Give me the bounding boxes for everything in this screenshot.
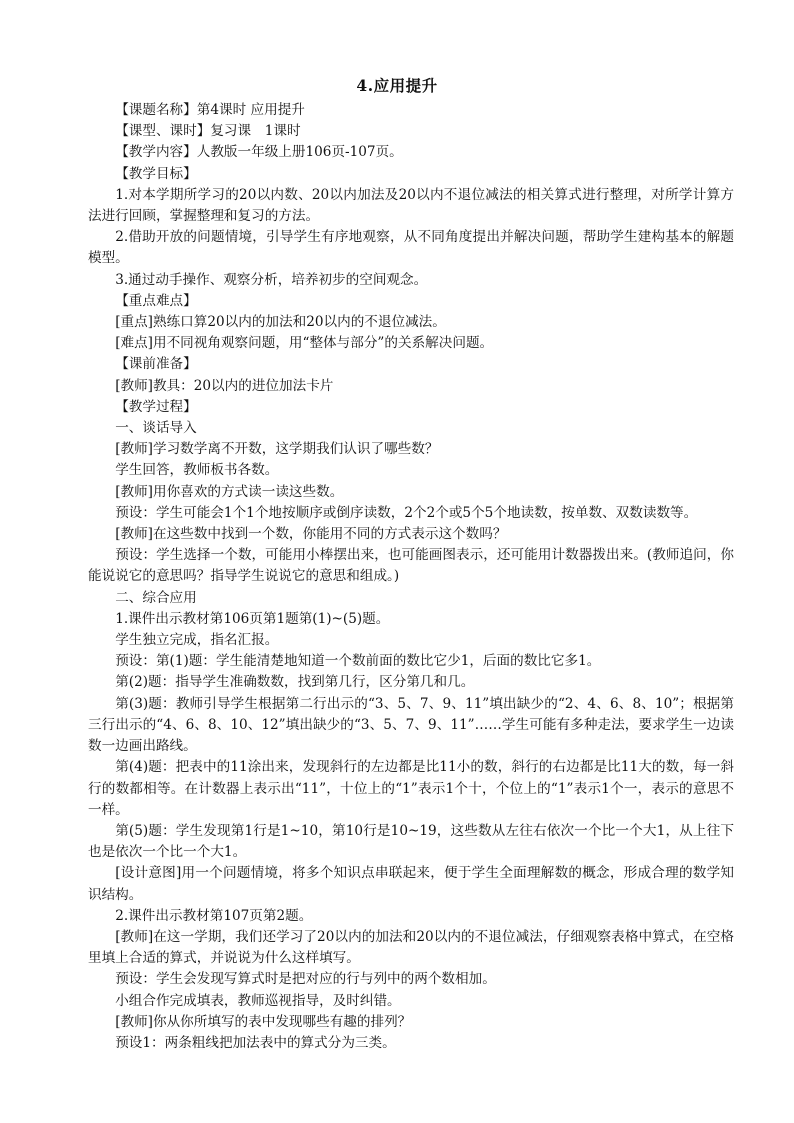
paragraph: 预设：学生选择一个数，可能用小棒摆出来，也可能画图表示，还可能用计数器拨出来。(教师追问，你能说说它的意思吗？指导学生说说它的意思和组成。) [88, 547, 734, 585]
paragraph: [难点]用不同视角观察问题，用“整体与部分”的关系解决问题。 [115, 335, 494, 352]
paragraph: [教师]用你喜欢的方式读一读这些数。 [115, 483, 344, 500]
paragraph: 预设：第(1)题：学生能清楚地知道一个数前面的数比它少1，后面的数比它多1。 [115, 653, 601, 670]
subsection-heading: 一、谈话导入 [115, 420, 197, 437]
paragraph: 第(4)题：把表中的11涂出来，发现斜行的左边都是比11小的数，斜行的右边都是比11大的数，每一斜行的数都相等。在计数器上表示出“11”，十位上的“1”表示1个十，个位上的“1”表示1个一，表示的意思不一样。 [88, 759, 734, 818]
paragraph: [教师]教具：20以内的进位加法卡片 [115, 377, 334, 394]
paragraph: [教师]在这些数中找到一个数，你能用不同的方式表示这个数吗？ [115, 526, 507, 543]
section-heading: 【教学目标】 [115, 165, 197, 182]
paragraph: 2.课件出示教材第107页第2题。 [115, 907, 313, 924]
paragraph: 【教学内容】人教版一年级上册106页-107页。 [115, 144, 403, 161]
paragraph: 2.借助开放的问题情境，引导学生有序地观察，从不同角度提出并解决问题，帮助学生建构基本的解题模型。 [88, 229, 734, 267]
paragraph: [教师]你从你所填写的表中发现哪些有趣的排列？ [115, 1013, 412, 1030]
paragraph: 【课题名称】第4课时 应用提升 [115, 102, 305, 118]
paragraph: 学生回答，教师板书各数。 [115, 462, 279, 479]
section-heading: 【教学过程】 [115, 398, 197, 415]
document-title: 4.应用提升 [356, 76, 438, 95]
paragraph: [设计意图]用一个问题情境，将多个知识点串联起来，便于学生全面理解数的概念，形成合理的数学知识结构。 [88, 865, 734, 903]
paragraph: 第(2)题：指导学生准确数数，找到第几行，区分第几和几。 [115, 674, 475, 691]
paragraph: 第(5)题：学生发现第1行是1~10，第10行是10~19，这些数从左往右依次一个比一个大1，从上往下也是依次一个比一个大1。 [88, 822, 734, 861]
section-heading: 【重点难点】 [115, 292, 197, 309]
subsection-heading: 二、综合应用 [115, 589, 197, 606]
paragraph: 学生独立完成，指名汇报。 [115, 632, 279, 649]
paragraph: 1.对本学期所学习的20以内数、20以内加法及20以内不退位减法的相关算式进行整理，对所学计算方法进行回顾，掌握整理和复习的方法。 [88, 186, 734, 225]
paragraph: 预设1：两条粗线把加法表中的算式分为三类。 [115, 1034, 396, 1051]
paragraph: [教师]在这一学期，我们还学习了20以内的加法和20以内的不退位减法，仔细观察表格中算式，在空格里填上合适的算式，并说说为什么这样填写。 [88, 928, 734, 967]
paragraph: 3.通过动手操作、观察分析，培养初步的空间观念。 [115, 271, 428, 288]
paragraph: 预设：学生会发现写算式时是把对应的行与列中的两个数相加。 [115, 971, 496, 988]
paragraph: [教师]学习数学离不开数，这学期我们认识了哪些数？ [115, 441, 439, 458]
paragraph: 预设：学生可能会1个1个地按顺序或倒序读数，2个2个或5个5个地读数，按单数、双数读数等。 [115, 504, 698, 521]
paragraph: [重点]熟练口算20以内的加法和20以内的不退位减法。 [115, 314, 446, 331]
document-body [88, 100, 734, 1054]
section-heading: 【课前准备】 [115, 356, 197, 373]
paragraph: 【课型、课时】复习课 1课时 [115, 123, 301, 140]
paragraph: 小组合作完成填表，教师巡视指导，及时纠错。 [115, 992, 401, 1009]
paragraph: 1.课件出示教材第106页第1题第(1)~(5)题。 [115, 610, 390, 627]
paragraph: 第(3)题：教师引导学生根据第二行出示的“3、5、7、9、11”填出缺少的“2、4、6、8、10”；根据第三行出示的“4、6、8、10、12”填出缺少的“3、5、7、9、11”……学生可能有多种走法，要求学生一边读数一边画出路线。 [88, 695, 734, 755]
